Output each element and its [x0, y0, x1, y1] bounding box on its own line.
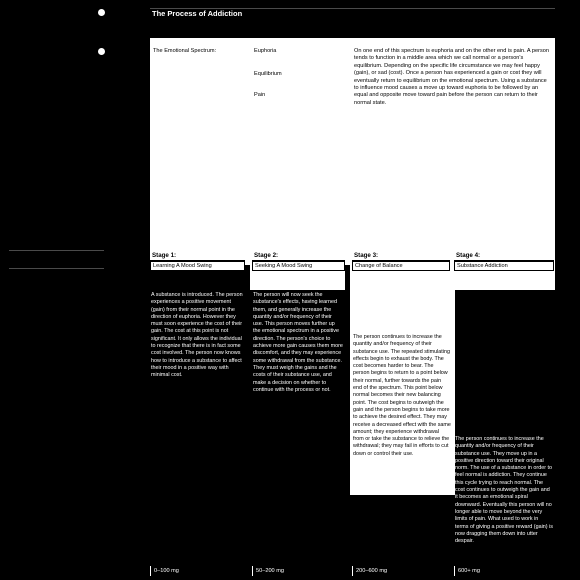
stage-4-label: Stage 4:	[454, 251, 554, 261]
stage-4-description: The person continues to increase the quantity and/or frequency of their substance use. They move up in a positive direction toward their original norm. The use of a substance in order to feel normal is addiction. They continue this cycle trying to reach normal. The cost continues to outweigh the gain and it becomes an emotional spiral downward. Eventually this person will no longer able to move beyond the very limits of pain. What used to work in terms of giving a positive reward (gain) is now dragging them down into utter despair.	[455, 436, 553, 545]
left-rule-1	[9, 250, 104, 251]
stage-3-label: Stage 3:	[352, 251, 450, 261]
stage-3-name: Change of Balance	[352, 261, 450, 271]
stage-1-description: A substance is introduced. The person experiences a positive movement (gain) from their normal point in the direction of euphoria. However they must soon experience the cost of their gain. The cost at this point is not significant. It only allows the individual to recognize that there is in fact some cost involved. The person now knows how to introduce a substance to affect their mood in a positive way with minimal cost.	[151, 292, 243, 379]
spectrum-heading: The Emotional Spectrum:	[153, 48, 217, 54]
stage-4-name: Substance Addiction	[454, 261, 554, 271]
spectrum-level-pain: Pain	[254, 92, 266, 98]
stage-1-label: Stage 1:	[150, 251, 245, 261]
stage-2-label: Stage 2:	[252, 251, 345, 261]
stage-2-name: Seeking A Mood Swing	[252, 261, 345, 271]
stage-1-dose: 0–100 mg	[150, 566, 179, 576]
stage-4-dose: 600+ mg	[454, 566, 480, 576]
page-title: The Process of Addiction	[152, 9, 243, 18]
bullet-dot-second	[98, 48, 105, 55]
spectrum-description: On one end of this spectrum is euphoria and on the other end is pain. A person tends to function in a middle area which we call normal or a person's equilibrium. Depending on the specific life circumstance we may feel happy (gain), or sad (cost). Once a person has experienced a gain or cost they will eventually return to equilibrium on the emotional spectrum. Using a substance to influence mood causes a move up toward euphoria to be followed by an equal and opposite move toward pain before the person can return to their normal state.	[354, 48, 549, 106]
stage-2-dose: 50–200 mg	[252, 566, 284, 576]
bullet-dot-top	[98, 9, 105, 16]
spectrum-level-equilibrium: Equilibrium	[254, 71, 282, 77]
stage-2-description: The person will now seek the substance's effects, having learned them, and generally increase the quantity and/or frequency of their use. This person moves further up the emotional spectrum in a positive direction. The person's choice to achieve more gain causes them more discomfort, and they may experience some withdrawal from the substance. They must weigh the gains and the costs of their substance use, and make a decision on whether to continue with the process or not.	[253, 292, 343, 393]
stage-3-description: The person continues to increase the quantity and/or frequency of their substance use. The repeated stimulating effects begin to exhaust the body. The cost becomes harder to bear. The person begins to return to a point below their normal, further towards the pain end of the spectrum. This point below normal becomes their new balancing point. The cost begins to outweigh the gain and the person begins to take more to achieve the desired effect. They may receive a decreased effect with the same amount; they experience withdrawal from or take the substance to relieve the withdrawal; they may fail in efforts to cut down or control their use.	[353, 334, 451, 457]
left-rule-2	[9, 268, 104, 269]
spectrum-level-euphoria: Euphoria	[254, 48, 277, 54]
stage-3-dose: 200–600 mg	[352, 566, 387, 576]
stage-1-name: Learning A Mood Swing	[150, 261, 245, 271]
